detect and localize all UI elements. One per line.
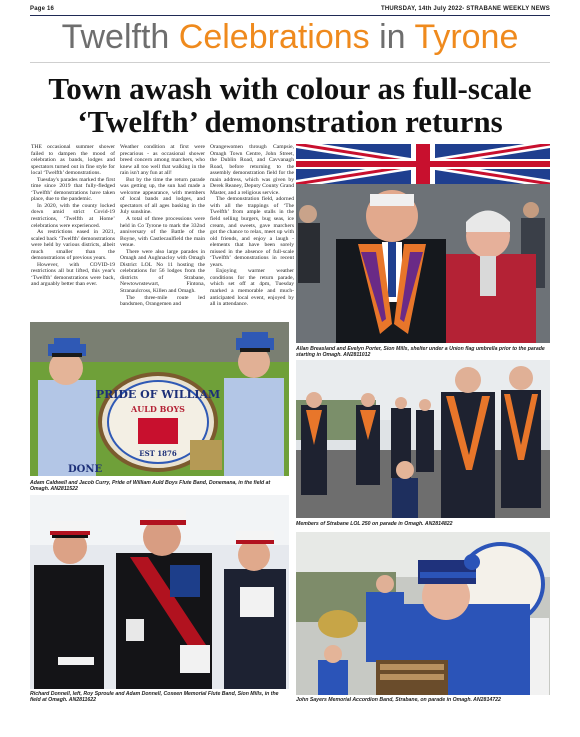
photo-caption: Adam Caldwell and Jacob Curry, Pride of William Auld Boys Flute Band, Donemana, in the field at Omagh. AN2811522 [30, 480, 271, 492]
photo-accordion-band [296, 532, 550, 695]
article-paragraph: In 2020, with the county locked down amid strict Covid-19 restrictions, ‘Twelfth at Home’ celebrations were experienced. [31, 202, 115, 229]
photo-caption: Members of Strabane LOL 250 on parade in Omagh. AN2814822 [296, 521, 453, 527]
drum-text: PRIDE OF WILLIAM [95, 388, 221, 401]
article-paragraph: Weather condition at first were precarious - as occasional shower breed concern among marchers, who knew all too well that walking in the rain isn't any fun at all! [120, 144, 205, 177]
photo-couple-umbrella [296, 144, 550, 343]
article-paragraph: There were also large parades in Omagh and Aughnacloy with Omagh District LOL No 11 hosting the celebrations for 56 lodges from the districts of Strabane, Newtownstewart, Fintona, Stranaulcross, Killen and Omagh. [120, 248, 205, 295]
article-column-3 [210, 144, 294, 308]
section-title-word-accent: Tyrone [414, 18, 519, 56]
photo-caption: Richard Donnell, left, Roy Sproule and Adam Donnell, Coxeen Memorial Flute Band, Sion Mills, in the field at Omagh. AN2811622 [30, 691, 279, 703]
page-number: Page 16 [30, 6, 55, 12]
article-column-2 [120, 144, 205, 308]
section-title-word: in [379, 18, 406, 56]
issue-date: THURSDAY, 14th July 2022- STRABANE WEEKLY NEWS [380, 6, 550, 12]
drum-subtext: AULD BOYS [131, 404, 185, 414]
photo-boys-drum [30, 322, 289, 476]
photo-lodge-parade [296, 360, 550, 518]
article-paragraph: THE occasional summer shower failed to dampen the mood of celebration as bands, lodges and spectators turned out in fine style for local ‘Twelfth’ demonstrations. [31, 144, 115, 177]
photo-caption: John Sayers Memorial Accordion Band, Strabane, on parade in Omagh. AN2814722 [296, 697, 501, 703]
article-paragraph: But by the time the return parade was getting up, the sun had made a welcome appearance, with members of local bands and lodges, and spectators of all ages basking in the July sunshine. [120, 176, 205, 216]
article-paragraph: However, with COVID-19 restrictions all but lifted, this year's ‘Twelfth’ demonstrations were back, and arguably better than ever. [31, 261, 115, 288]
article-paragraph: The demonstration field, adorned with all the trappings of ‘The Twelfth’ from ample stalls in the field selling burgers, bug seas, ice cream, and sweets, gave marchers got the chance to relax, meet up with old friends, and enjoy a laugh - elements that have been sorely missed in the absence of full-scale ‘Twelfth’ demonstrations in recent years. [210, 196, 294, 268]
article-paragraph: A total of three processions were held in Co Tyrone to mark the 332nd anniversary of the Battle of the Boyne, with Castlecaulfield the main venue. [120, 216, 205, 249]
section-title-word-accent: Celebrations [178, 18, 370, 56]
section-title [30, 17, 550, 57]
article-paragraph: Enjoying warmer weather conditions for the return parade, which set off at 4pm, Tuesday marked a memorable and much-anticipated local event, enjoyed by all in attendance. [210, 268, 294, 308]
photo-caption: Allan Breasland and Evelyn Porter, Sion Mills, shelter under a Union flag umbrella prior to the parade starting in Omagh. AN2811012 [296, 346, 545, 358]
section-title-word: Twelfth [61, 18, 170, 56]
headline [30, 72, 550, 138]
drum-bottom: DONE [68, 464, 103, 475]
section-divider [30, 62, 550, 63]
drum-est: EST 1876 [139, 449, 177, 458]
article-paragraph: Orangewomen through Campsie, Omagh Town Centre, John Street, the Dublin Road, and Cavvanagh Road, before returning to the assembly demonstration field for the main address, which was given by Derek Reaney, Deputy County Grand Master, and a religious service. [210, 144, 294, 196]
photo-band-uniforms [30, 495, 289, 689]
article-paragraph: As restrictions eased in 2021, scaled back ‘Twelfth’ demonstrations were held by various districts, albeit much smaller than the demonstrations of previous years. [31, 229, 115, 262]
article-paragraph: The three-mile route led bandsmen, Orangemen and [120, 294, 205, 308]
headline-line: ‘Twelfth’ demonstration returns [77, 104, 503, 139]
article-column-1 [31, 144, 115, 288]
article-paragraph: Tuesday's parades marked the first time since 2019 that fully-fledged ‘Twelfth’ demonstrations have taken place, due to the pandemic. [31, 176, 115, 203]
headline-line: Town awash with colour as full-scale [48, 71, 532, 106]
header-divider [30, 15, 550, 16]
